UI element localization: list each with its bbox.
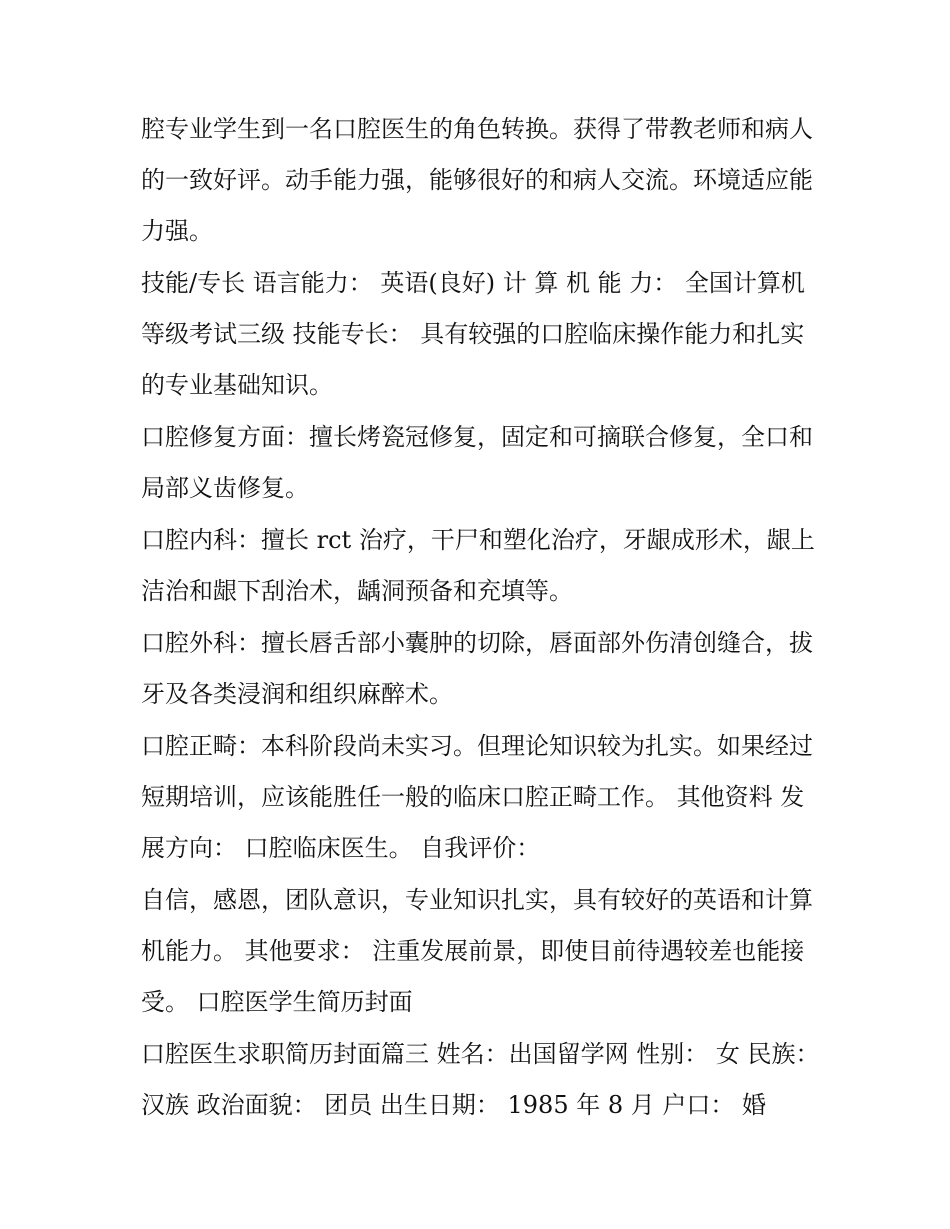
- paragraph-personal-info: 口腔医生求职简历封面篇三 姓名：出国留学网 性别： 女 民族： 汉族 政治面貌： 团员 出生日期： 1985 年 8 月 户口： 婚: [141, 1040, 820, 1119]
- document-body: [141, 104, 821, 1132]
- paragraph-surgery: 口腔外科：擅长唇舌部小囊肿的切除，唇面部外伤清创缝合，拔牙及各类浸润和组织麻醉术。: [141, 629, 813, 708]
- paragraph-intro: 腔专业学生到一名口腔医生的角色转换。获得了带教老师和病人的一致好评。动手能力强，能够很好的和病人交流。环境适应能力强。: [141, 115, 813, 245]
- paragraph-internal: 口腔内科：擅长 rct 治疗，干尸和塑化治疗，牙龈成形术，龈上洁治和龈下刮治术，龋洞预备和充填等。: [141, 526, 815, 605]
- paragraph-prosthodontics: 口腔修复方面：擅长烤瓷冠修复，固定和可摘联合修复，全口和局部义齿修复。: [141, 423, 813, 502]
- paragraph-orthodontics: 口腔正畸：本科阶段尚未实习。但理论知识较为扎实。如果经过短期培训，应该能胜任一般的临床口腔正畸工作。 其他资料 发展方向： 口腔临床医生。 自我评价：: [141, 732, 813, 862]
- paragraph-self-evaluation: 自信，感恩，团队意识，专业知识扎实，具有较好的英语和计算机能力。 其他要求： 注重发展前景，即使目前待遇较差也能接受。 口腔医学生简历封面: [141, 886, 813, 1016]
- paragraph-skills: 技能/专长 语言能力： 英语(良好) 计 算 机 能 力： 全国计算机等级考试三级 技能专长： 具有较强的口腔临床操作能力和扎实的专业基础知识。: [141, 269, 805, 399]
